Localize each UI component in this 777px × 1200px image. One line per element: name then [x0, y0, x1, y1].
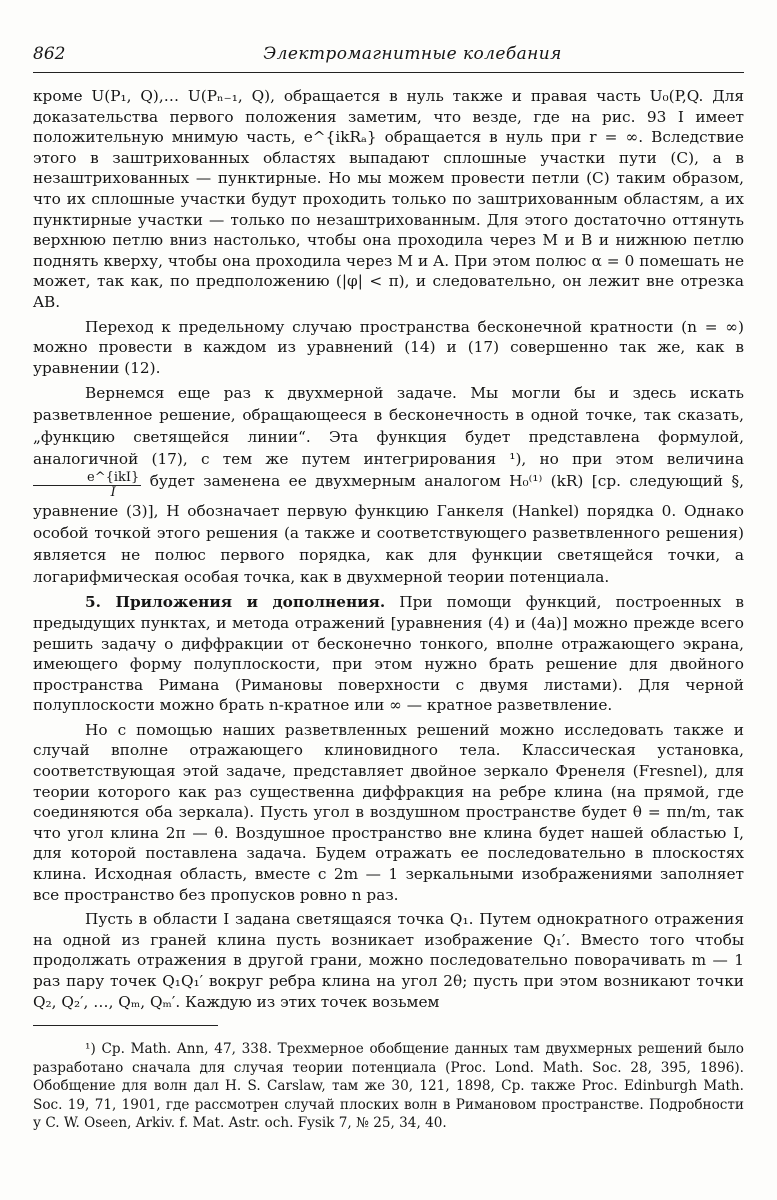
paragraph-1: кроме U(P₁, Q),… U(Pₙ₋₁, Q), обращается в нуль также и правая часть U₀(P,Q. Для доказательства первого положения заметим, что везде, где на рис. 93 I имеет положительную мнимую часть, e^{ikRₐ} обращается в нуль при r = ∞. Вследствие этого в заштрихованных областях выпадают сплошные участки пути (C), а в незаштрихованных — пунктирные. Но мы можем провести петли (C) таким образом, что их сплошные участки будут проходить только по заштрихованным областям, а их пунктирные участки — только по незаштрихованным. Для этого достаточно оттянуть верхнюю петлю вниз настолько, чтобы она проходила через M и B и нижнюю петлю поднять кверху, чтобы она проходила через M и A. При этом полюс α = 0 помешать не может, так как, по предположению (|φ| < π), и следовательно, он лежит вне отрезка AB. [33, 87, 744, 311]
footnote [33, 1040, 744, 1133]
page-header [33, 44, 744, 64]
page-number: 862 [33, 44, 66, 64]
section-heading: 5. Приложения и дополнения. [85, 593, 386, 612]
fraction-numerator: e^{ikI} [33, 471, 141, 486]
footnote-rule [33, 1025, 218, 1026]
fraction-e-ikl-over-l [33, 471, 141, 500]
paragraph-4 [33, 592, 744, 716]
footnote-text: ¹) Ср. Math. Ann, 47, 338. Трехмерное обобщение данных там двухмерных решений было разработано сначала для случая теории потенциала (Proc. Lond. Math. Soc. 28, 395, 1896). Обобщение для волн дал H. S. Carslaw, там же 30, 121, 1898, Ср. также Proc. Edinburgh Math. Soc. 19, 71, 1901, где рассмотрен случай плоских волн в Римановом пространстве. Подробности у C. W. Oseen, Arkiv. f. Mat. Astr. och. Fysik 7, № 25, 34, 40. [33, 1041, 744, 1132]
main-text [33, 86, 744, 1012]
paragraph-5: Но с помощью наших разветвленных решений можно исследовать также и случай вполне отражающего клиновидного тела. Классическая установка, соответствующая этой задаче, представляет двойное зеркало Френеля (Fresnel), для теории которого как раз существенна диффракция на ребре клина (на прямой, где соединяются оба зеркала). Пусть угол в воздушном пространстве будет θ = πn/m, так что угол клина 2π — θ. Воздушное пространство вне клина будет нашей областью I, для которой поставлена задача. Будем отражать ее последовательно в плоскостях клина. Исходная область, вместе с 2m — 1 зеркальными изображениями заполняет все пространство без пропусков ровно n раз. [33, 720, 744, 904]
header-rule [33, 72, 744, 73]
paragraph-3-text-a: Вернемся еще раз к двухмерной задаче. Мы могли бы и здесь искать разветвленное решение, обращающееся в бесконечность в одной точке, так сказать, „функцию светящейся линии“. Эта функция будет представлена формулой, аналогичной (17), с тем же путем интегрирования ¹), но при этом величина [33, 384, 744, 469]
paragraph-3-text-b: будет заменена ее двухмерным аналогом H₀⁽¹⁾ (kR) [ср. следующий §, уравнение (3)], H обозначает первую функцию Ганкеля (Hankel) порядка 0. Однако особой точкой этого решения (а также и соответствующего разветвленного решения) является не полюс первого порядка, как для функции светящейся точки, а логарифмическая особая точка, как в двухмерной теории потенциала. [33, 472, 744, 587]
paragraph-3 [33, 382, 744, 588]
running-title: Электромагнитные колебания [263, 44, 562, 64]
fraction-denominator: I [110, 485, 116, 501]
paragraph-4-text: При помощи функций, построенных в предыдущих пунктах, и метода отражений [уравнения (4) и (4a)] можно прежде всего решить задачу о диффракции от бесконечно тонкого, вполне отражающего экрана, имеющего форму полуплоскости, при этом нужно брать решение для двойного пространства Римана (Римановы поверхности с двумя листами). Для черной полуплоскости можно брать n-кратное или ∞ — кратное разветвление. [33, 593, 744, 715]
paragraph-2: Переход к предельному случаю пространства бесконечной кратности (n = ∞) можно провести в каждом из уравнений (14) и (17) совершенно так же, как в уравнении (12). [33, 317, 744, 377]
paragraph-6: Пусть в области I задана светящаяся точка Q₁. Путем однократного отражения на одной из граней клина пусть возникает изображение Q₁′. Вместо того чтобы продолжать отражения в другой грани, можно последовательно поворачивать m — 1 раз пару точек Q₁Q₁′ вокруг ребра клина на угол 2θ; пусть при этом возникают точки Q₂, Q₂′, …, Qₘ, Qₘ′. Каждую из этих точек возьмем [33, 910, 744, 1011]
